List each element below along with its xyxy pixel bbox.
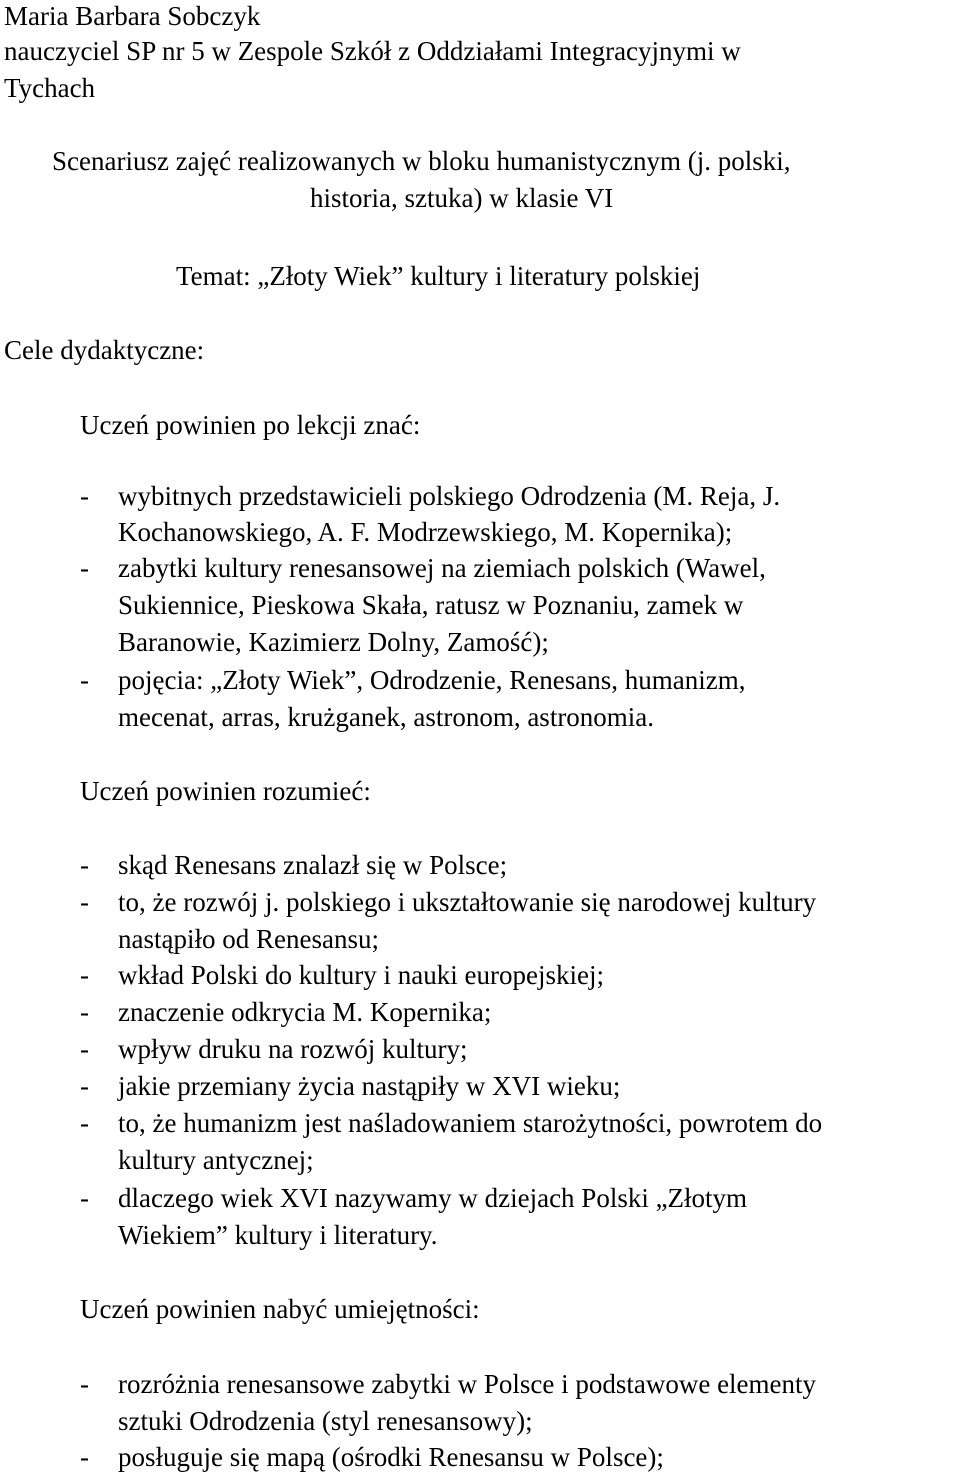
bullet-dash: - [80, 960, 89, 990]
goals-heading: Cele dydaktyczne: [4, 335, 205, 365]
understand-item-line: dlaczego wiek XVI nazywamy w dziejach Polski „Złotym [118, 1183, 748, 1213]
know-item-line: wybitnych przedstawicieli polskiego Odrodzenia (M. Reja, J. [118, 481, 781, 511]
understand-item-line: Wiekiem” kultury i literatury. [118, 1220, 438, 1250]
understand-item-line: wkład Polski do kultury i nauki europejskiej; [118, 960, 604, 990]
bullet-dash: - [80, 887, 89, 917]
bullet-dash: - [80, 1071, 89, 1101]
bullet-dash: - [80, 665, 89, 695]
bullet-dash: - [80, 1442, 89, 1472]
understand-item-line: skąd Renesans znalazł się w Polsce; [118, 850, 508, 880]
understand-item-line: to, że rozwój j. polskiego i ukształtowanie się narodowej kultury [118, 887, 817, 917]
author-name: Maria Barbara Sobczyk [4, 1, 261, 31]
know-heading: Uczeń powinien po lekcji znać: [80, 410, 421, 440]
bullet-dash: - [80, 553, 89, 583]
understand-item-line: to, że humanizm jest naśladowaniem starożytności, powrotem do [118, 1108, 823, 1138]
bullet-dash: - [80, 997, 89, 1027]
author-affiliation-line2: Tychach [4, 73, 96, 103]
bullet-dash: - [80, 481, 89, 511]
understand-item-line: jakie przemiany życia nastąpiły w XVI wieku; [118, 1071, 621, 1101]
know-item-line: mecenat, arras, krużganek, astronom, astronomia. [118, 702, 655, 732]
know-item-line: Sukiennice, Pieskowa Skała, ratusz w Poznaniu, zamek w [118, 590, 744, 620]
understand-item-line: wpływ druku na rozwój kultury; [118, 1034, 468, 1064]
bullet-dash: - [80, 1183, 89, 1213]
skills-item-line: sztuki Odrodzenia (styl renesansowy); [118, 1406, 533, 1436]
know-item-line: zabytki kultury renesansowej na ziemiach polskich (Wawel, [118, 553, 766, 583]
bullet-dash: - [80, 1108, 89, 1138]
understand-item-line: nastąpiło od Renesansu; [118, 924, 379, 954]
bullet-dash: - [80, 850, 89, 880]
know-item-line: Kochanowskiego, A. F. Modrzewskiego, M. Kopernika); [118, 517, 733, 547]
understand-heading: Uczeń powinien rozumieć: [80, 776, 371, 806]
author-affiliation-line1: nauczyciel SP nr 5 w Zespole Szkół z Oddziałami Integracyjnymi w [4, 36, 741, 66]
skills-heading: Uczeń powinien nabyć umiejętności: [80, 1294, 480, 1324]
know-item-line: Baranowie, Kazimierz Dolny, Zamość); [118, 627, 549, 657]
scenario-title-line2: historia, sztuka) w klasie VI [310, 183, 614, 213]
bullet-dash: - [80, 1034, 89, 1064]
bullet-dash: - [80, 1369, 89, 1399]
understand-item-line: znaczenie odkrycia M. Kopernika; [118, 997, 492, 1027]
scenario-title-line1: Scenariusz zajęć realizowanych w bloku humanistycznym (j. polski, [52, 146, 791, 176]
skills-item-line: posługuje się mapą (ośrodki Renesansu w Polsce); [118, 1442, 664, 1472]
understand-item-line: kultury antycznej; [118, 1145, 314, 1175]
lesson-topic: Temat: „Złoty Wiek” kultury i literatury polskiej [176, 261, 701, 291]
skills-item-line: rozróżnia renesansowe zabytki w Polsce i podstawowe elementy [118, 1369, 817, 1399]
know-item-line: pojęcia: „Złoty Wiek”, Odrodzenie, Renesans, humanizm, [118, 665, 746, 695]
